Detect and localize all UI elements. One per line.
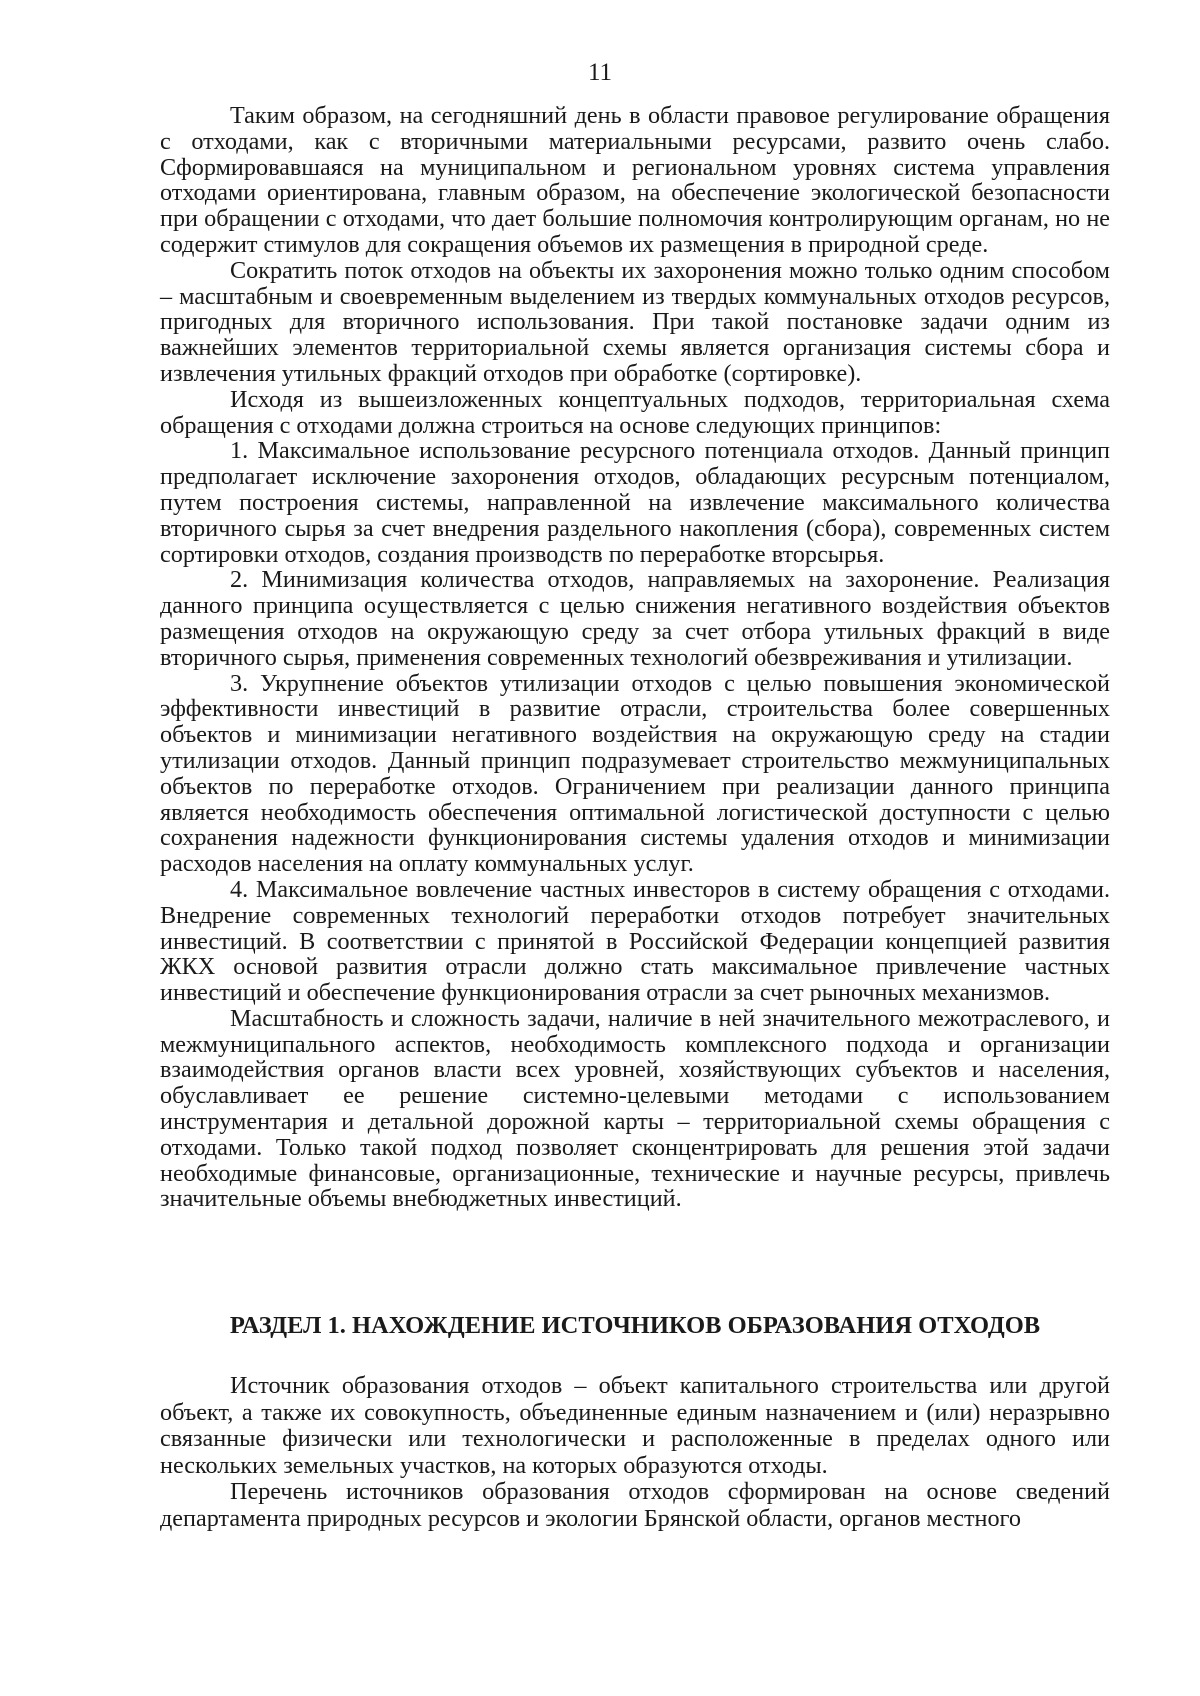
paragraph: 1. Максимальное использование ресурсного потенциала отходов. Данный принцип предполагает исключение захоронения отходов, обладающих ресурсным потенциалом, путем построения системы, направленной на извлечение максимального количества вторичного сырья за счет внедрения раздельного накопления (сбора), современных систем сортировки отходов, создания производств по переработке вторсырья. (160, 437, 1110, 568)
paragraph: Исходя из вышеизложенных концептуальных подходов, территориальная схема обращения с отходами должна строиться на основе следующих принципов: (160, 385, 1110, 439)
page-number: 11 (587, 59, 613, 86)
section-body-text (160, 1373, 1110, 1532)
paragraph: Источник образования отходов – объект капитального строительства или другой объект, а также их совокупность, объединенные единым назначением и (или) неразрывно связанные физически или технологически и расположенные в пределах одного или нескольких земельных участков, на которых образуются отходы. (160, 1372, 1110, 1479)
paragraph: Сократить поток отходов на объекты их захоронения можно только одним способом – масштабным и своевременным выделением из твердых коммунальных отходов ресурсов, пригодных для вторичного использования. При такой постановке задачи одним из важнейших элементов территориальной схемы является организация системы сбора и извлечения утильных фракций отходов при обработке (сортировке). (160, 256, 1110, 387)
paragraph: 2. Минимизация количества отходов, направляемых на захоронение. Реализация данного принципа осуществляется с целью снижения негативного воздействия объектов размещения отходов на окружающую среду за счет отбора утильных фракций в виде вторичного сырья, применения современных технологий обезвреживания и утилизации. (160, 566, 1110, 671)
paragraph: 3. Укрупнение объектов утилизации отходов с целью повышения экономической эффективности инвестиций в развитие отрасли, строительства более совершенных объектов и минимизации негативного воздействия на окружающую среду на стадии утилизации отходов. Данный принцип подразумевает строительство межмуниципальных объектов по переработке отходов. Ограничением при реализации данного принципа является необходимость обеспечения оптимальной логистической доступности с целью сохранения надежности функционирования системы удаления отходов и минимизации расходов населения на оплату коммунальных услуг. (160, 669, 1110, 878)
paragraph: 4. Максимальное вовлечение частных инвесторов в систему обращения с отходами. Внедрение современных технологий переработки отходов потребует значительных инвестиций. В соответствии с принятой в Российской Федерации концепцией развития ЖКХ основой развития отрасли должно стать максимальное привлечение частных инвестиций и обеспечение функционирования отрасли за счет рыночных механизмов. (160, 875, 1110, 1007)
paragraph: Перечень источников образования отходов сформирован на основе сведений департамента природных ресурсов и экологии Брянской области, органов местного (160, 1478, 1110, 1532)
section-heading: РАЗДЕЛ 1. НАХОЖДЕНИЕ ИСТОЧНИКОВ ОБРАЗОВАНИЯ ОТХОДОВ (229, 1312, 1041, 1339)
paragraph: Таким образом, на сегодняшний день в области правовое регулирование обращения с отходами, как с вторичными материальными ресурсами, развито очень слабо. Сформировавшаяся на муниципальном и региональном уровнях система управления отходами ориентирована, главным образом, на обеспечение экологической безопасности при обращении с отходами, что дает большие полномочия контролирующим органам, но не содержит стимулов для сокращения объемов их размещения в природной среде. (160, 102, 1110, 258)
paragraph: Масштабность и сложность задачи, наличие в ней значительного межотраслевого, и межмуниципального аспектов, необходимость комплексного подхода и организации взаимодействия органов власти всех уровней, хозяйствующих субъектов и населения, обуславливает ее решение системно-целевыми методами с использованием инструментария и детальной дорожной карты – территориальной схемы обращения с отходами. Только такой подход позволяет сконцентрировать для решения этой задачи необходимые финансовые, организационные, технические и научные ресурсы, привлечь значительные объемы внебюджетных инвестиций. (160, 1004, 1110, 1213)
body-text (160, 103, 1110, 1212)
